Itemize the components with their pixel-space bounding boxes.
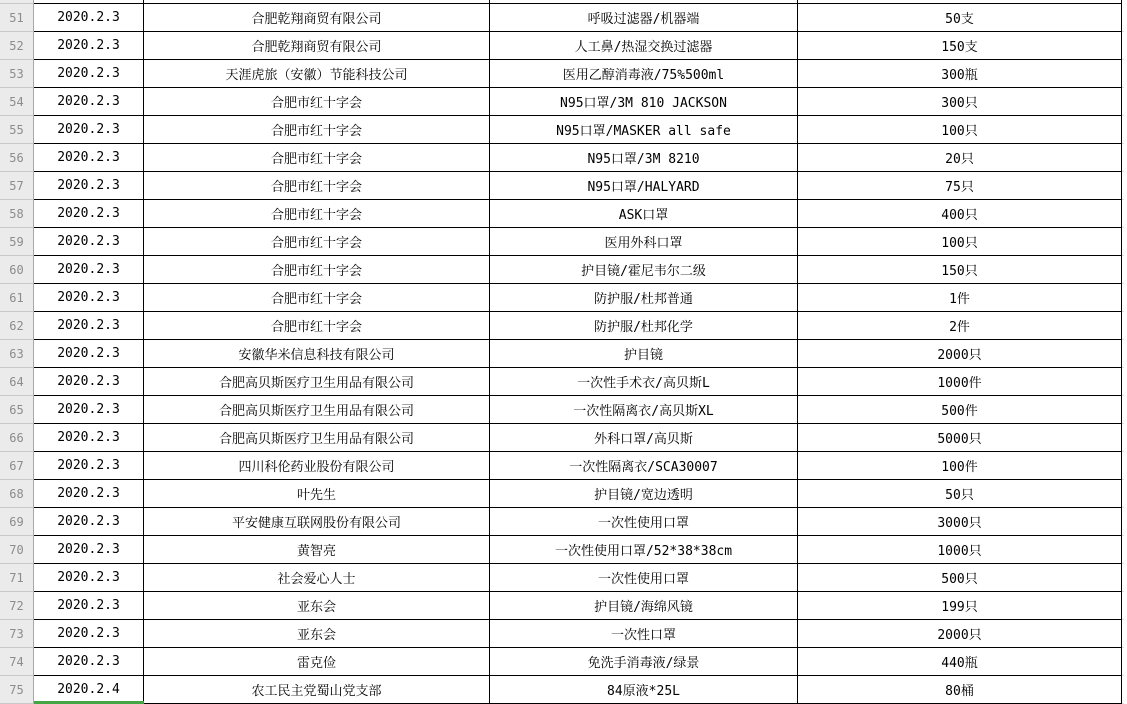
date-cell[interactable]: 2020.2.3 bbox=[34, 32, 144, 60]
date-cell[interactable]: 2020.2.3 bbox=[34, 620, 144, 648]
donor-cell[interactable]: 合肥市红十字会 bbox=[144, 312, 490, 340]
item-cell[interactable]: 免洗手消毒液/绿景 bbox=[490, 648, 798, 676]
row-number-cell[interactable]: 55 bbox=[0, 116, 34, 144]
table-row bbox=[0, 256, 1127, 284]
quantity-cell[interactable]: 3000只 bbox=[798, 508, 1122, 536]
table-row bbox=[0, 536, 1127, 564]
item-cell[interactable]: 一次性使用口罩/52*38*38cm bbox=[490, 536, 798, 564]
date-cell[interactable]: 2020.2.3 bbox=[34, 368, 144, 396]
donor-cell[interactable]: 安徽华米信息科技有限公司 bbox=[144, 340, 490, 368]
donor-cell[interactable]: 四川科伦药业股份有限公司 bbox=[144, 452, 490, 480]
quantity-cell[interactable]: 50只 bbox=[798, 480, 1122, 508]
item-cell[interactable]: 一次性使用口罩 bbox=[490, 564, 798, 592]
donor-cell[interactable]: 合肥市红十字会 bbox=[144, 256, 490, 284]
date-cell[interactable]: 2020.2.3 bbox=[34, 480, 144, 508]
date-cell[interactable]: 2020.2.3 bbox=[34, 60, 144, 88]
date-cell[interactable]: 2020.2.3 bbox=[34, 144, 144, 172]
row-number-cell[interactable]: 73 bbox=[0, 620, 34, 648]
donor-cell[interactable]: 亚东会 bbox=[144, 592, 490, 620]
donor-cell[interactable]: 合肥市红十字会 bbox=[144, 116, 490, 144]
item-cell[interactable]: 护目镜/霍尼韦尔二级 bbox=[490, 256, 798, 284]
quantity-cell[interactable]: 2000只 bbox=[798, 340, 1122, 368]
table-row bbox=[0, 452, 1127, 480]
item-cell[interactable]: 一次性口罩 bbox=[490, 620, 798, 648]
quantity-cell[interactable]: 300瓶 bbox=[798, 60, 1122, 88]
item-cell[interactable]: N95口罩/3M 810 JACKSON bbox=[490, 88, 798, 116]
table-row bbox=[0, 32, 1127, 60]
item-cell[interactable]: 一次性隔离衣/SCA30007 bbox=[490, 452, 798, 480]
item-cell[interactable]: 84原液*25L bbox=[490, 676, 798, 704]
quantity-cell[interactable]: 50支 bbox=[798, 4, 1122, 32]
row-number-cell[interactable]: 61 bbox=[0, 284, 34, 312]
item-cell[interactable]: 防护服/杜邦普通 bbox=[490, 284, 798, 312]
quantity-cell[interactable]: 199只 bbox=[798, 592, 1122, 620]
item-cell[interactable]: 外科口罩/高贝斯 bbox=[490, 424, 798, 452]
item-cell[interactable]: 医用乙醇消毒液/75%500ml bbox=[490, 60, 798, 88]
row-number-cell[interactable]: 64 bbox=[0, 368, 34, 396]
row-number-cell[interactable]: 67 bbox=[0, 452, 34, 480]
row-number-cell[interactable]: 75 bbox=[0, 676, 34, 704]
date-cell[interactable]: 2020.2.3 bbox=[34, 648, 144, 676]
item-cell[interactable]: 一次性隔离衣/高贝斯XL bbox=[490, 396, 798, 424]
row-number-cell[interactable]: 60 bbox=[0, 256, 34, 284]
quantity-cell[interactable]: 2件 bbox=[798, 312, 1122, 340]
table-row bbox=[0, 172, 1127, 200]
donor-cell[interactable]: 合肥乾翔商贸有限公司 bbox=[144, 4, 490, 32]
table-row bbox=[0, 312, 1127, 340]
donor-cell[interactable]: 亚东会 bbox=[144, 620, 490, 648]
quantity-cell[interactable]: 500只 bbox=[798, 564, 1122, 592]
quantity-cell[interactable]: 400只 bbox=[798, 200, 1122, 228]
donor-cell[interactable]: 平安健康互联网股份有限公司 bbox=[144, 508, 490, 536]
date-cell[interactable]: 2020.2.3 bbox=[34, 284, 144, 312]
date-cell[interactable]: 2020.2.3 bbox=[34, 256, 144, 284]
date-cell[interactable]: 2020.2.3 bbox=[34, 452, 144, 480]
item-cell[interactable]: 护目镜 bbox=[490, 340, 798, 368]
table-row bbox=[0, 340, 1127, 368]
donor-cell[interactable]: 合肥高贝斯医疗卫生用品有限公司 bbox=[144, 424, 490, 452]
date-cell[interactable]: 2020.2.3 bbox=[34, 116, 144, 144]
row-number-cell[interactable]: 51 bbox=[0, 4, 34, 32]
row-number-cell[interactable]: 71 bbox=[0, 564, 34, 592]
donor-cell[interactable]: 黄智亮 bbox=[144, 536, 490, 564]
date-cell[interactable]: 2020.2.3 bbox=[34, 200, 144, 228]
table-row bbox=[0, 648, 1127, 676]
quantity-cell[interactable]: 1000件 bbox=[798, 368, 1122, 396]
quantity-cell[interactable]: 80桶 bbox=[798, 676, 1122, 704]
item-cell[interactable]: ASK口罩 bbox=[490, 200, 798, 228]
table-row bbox=[0, 368, 1127, 396]
table-row bbox=[0, 144, 1127, 172]
date-cell[interactable]: 2020.2.3 bbox=[34, 424, 144, 452]
quantity-cell[interactable]: 100件 bbox=[798, 452, 1122, 480]
table-row bbox=[0, 508, 1127, 536]
quantity-cell[interactable]: 75只 bbox=[798, 172, 1122, 200]
quantity-cell[interactable]: 1件 bbox=[798, 284, 1122, 312]
row-number-cell[interactable]: 52 bbox=[0, 32, 34, 60]
table-row bbox=[0, 676, 1127, 704]
item-cell[interactable]: 防护服/杜邦化学 bbox=[490, 312, 798, 340]
quantity-cell[interactable]: 500件 bbox=[798, 396, 1122, 424]
table-row bbox=[0, 592, 1127, 620]
date-cell[interactable]: 2020.2.3 bbox=[34, 4, 144, 32]
quantity-cell[interactable]: 1000只 bbox=[798, 536, 1122, 564]
date-cell[interactable]: 2020.2.3 bbox=[34, 508, 144, 536]
row-number-cell[interactable]: 57 bbox=[0, 172, 34, 200]
quantity-cell[interactable]: 150只 bbox=[798, 256, 1122, 284]
table-row bbox=[0, 88, 1127, 116]
quantity-cell[interactable]: 20只 bbox=[798, 144, 1122, 172]
date-cell[interactable]: 2020.2.3 bbox=[34, 536, 144, 564]
table-row bbox=[0, 200, 1127, 228]
item-cell[interactable]: 医用外科口罩 bbox=[490, 228, 798, 256]
date-cell[interactable]: 2020.2.4 bbox=[34, 676, 144, 704]
table-row bbox=[0, 396, 1127, 424]
quantity-cell[interactable]: 300只 bbox=[798, 88, 1122, 116]
date-cell[interactable]: 2020.2.3 bbox=[34, 396, 144, 424]
date-cell[interactable]: 2020.2.3 bbox=[34, 312, 144, 340]
quantity-cell[interactable]: 150支 bbox=[798, 32, 1122, 60]
quantity-cell[interactable]: 440瓶 bbox=[798, 648, 1122, 676]
row-number-cell[interactable]: 72 bbox=[0, 592, 34, 620]
quantity-cell[interactable]: 100只 bbox=[798, 116, 1122, 144]
table-row bbox=[0, 564, 1127, 592]
donor-cell[interactable]: 社会爱心人士 bbox=[144, 564, 490, 592]
date-cell[interactable]: 2020.2.3 bbox=[34, 172, 144, 200]
date-cell[interactable]: 2020.2.3 bbox=[34, 228, 144, 256]
row-number-cell[interactable]: 59 bbox=[0, 228, 34, 256]
row-number-cell[interactable]: 54 bbox=[0, 88, 34, 116]
row-number-cell[interactable]: 66 bbox=[0, 424, 34, 452]
row-number-cell[interactable]: 53 bbox=[0, 60, 34, 88]
donor-cell[interactable]: 合肥市红十字会 bbox=[144, 200, 490, 228]
quantity-cell[interactable]: 5000只 bbox=[798, 424, 1122, 452]
item-cell[interactable]: N95口罩/3M 8210 bbox=[490, 144, 798, 172]
table-row bbox=[0, 284, 1127, 312]
date-cell[interactable]: 2020.2.3 bbox=[34, 340, 144, 368]
donor-cell[interactable]: 天涯虎旅（安徽）节能科技公司 bbox=[144, 60, 490, 88]
date-cell[interactable]: 2020.2.3 bbox=[34, 592, 144, 620]
quantity-cell[interactable]: 100只 bbox=[798, 228, 1122, 256]
donor-cell[interactable]: 合肥市红十字会 bbox=[144, 88, 490, 116]
row-number-cell[interactable]: 70 bbox=[0, 536, 34, 564]
row-number-cell[interactable]: 58 bbox=[0, 200, 34, 228]
quantity-cell[interactable]: 2000只 bbox=[798, 620, 1122, 648]
donor-cell[interactable]: 合肥市红十字会 bbox=[144, 172, 490, 200]
table-row bbox=[0, 620, 1127, 648]
donor-cell[interactable]: 合肥市红十字会 bbox=[144, 228, 490, 256]
row-number-cell[interactable]: 65 bbox=[0, 396, 34, 424]
item-cell[interactable]: 一次性使用口罩 bbox=[490, 508, 798, 536]
row-number-cell[interactable]: 62 bbox=[0, 312, 34, 340]
donor-cell[interactable]: 农工民主党蜀山党支部 bbox=[144, 676, 490, 704]
donor-cell[interactable]: 合肥高贝斯医疗卫生用品有限公司 bbox=[144, 396, 490, 424]
table-row bbox=[0, 228, 1127, 256]
row-number-cell[interactable]: 56 bbox=[0, 144, 34, 172]
item-cell[interactable]: N95口罩/HALYARD bbox=[490, 172, 798, 200]
date-cell[interactable]: 2020.2.3 bbox=[34, 564, 144, 592]
row-number-cell[interactable]: 74 bbox=[0, 648, 34, 676]
donor-cell[interactable]: 叶先生 bbox=[144, 480, 490, 508]
table-row bbox=[0, 60, 1127, 88]
row-number-cell[interactable]: 69 bbox=[0, 508, 34, 536]
table-row bbox=[0, 480, 1127, 508]
item-cell[interactable]: 护目镜/宽边透明 bbox=[490, 480, 798, 508]
item-cell[interactable]: 一次性手术衣/高贝斯L bbox=[490, 368, 798, 396]
item-cell[interactable]: 护目镜/海绵风镜 bbox=[490, 592, 798, 620]
donor-cell[interactable]: 合肥高贝斯医疗卫生用品有限公司 bbox=[144, 368, 490, 396]
item-cell[interactable]: N95口罩/MASKER all safe bbox=[490, 116, 798, 144]
donor-cell[interactable]: 合肥市红十字会 bbox=[144, 144, 490, 172]
table-body bbox=[0, 4, 1127, 704]
donor-cell[interactable]: 合肥乾翔商贸有限公司 bbox=[144, 32, 490, 60]
table-row bbox=[0, 116, 1127, 144]
next-column-gridline-stubs bbox=[1122, 4, 1127, 704]
item-cell[interactable]: 呼吸过滤器/机器端 bbox=[490, 4, 798, 32]
date-cell[interactable]: 2020.2.3 bbox=[34, 88, 144, 116]
table-row bbox=[0, 424, 1127, 452]
row-number-cell[interactable]: 63 bbox=[0, 340, 34, 368]
item-cell[interactable]: 人工鼻/热湿交换过滤器 bbox=[490, 32, 798, 60]
donor-cell[interactable]: 合肥市红十字会 bbox=[144, 284, 490, 312]
table-row bbox=[0, 4, 1127, 32]
row-number-cell[interactable]: 68 bbox=[0, 480, 34, 508]
donor-cell[interactable]: 雷克俭 bbox=[144, 648, 490, 676]
